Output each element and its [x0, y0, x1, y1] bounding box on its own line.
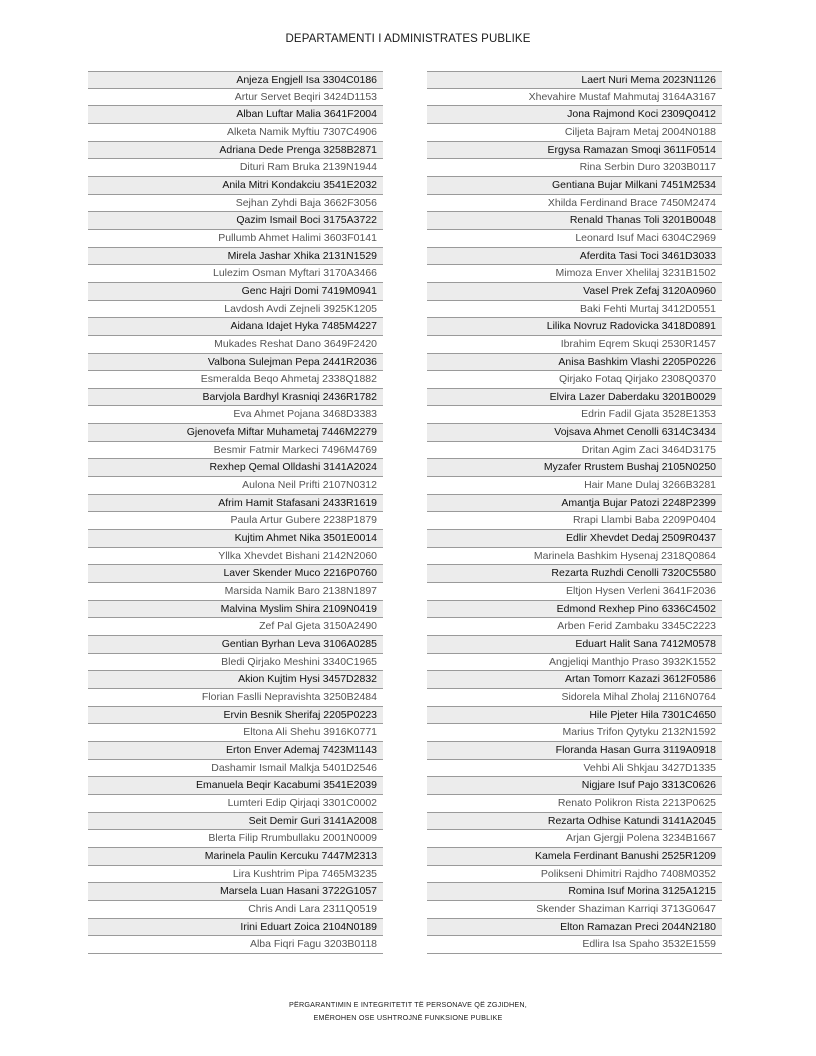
list-row: Adriana Dede Prenga 3258B2871: [88, 142, 383, 160]
list-row: Mimoza Enver Xhelilaj 3231B1502: [427, 265, 722, 283]
list-row: Besmir Fatmir Markeci 7496M4769: [88, 442, 383, 460]
list-row: Barvjola Bardhyl Krasniqi 2436R1782: [88, 389, 383, 407]
list-row: Akion Kujtim Hysi 3457D2832: [88, 671, 383, 689]
list-row: Mukades Reshat Dano 3649F2420: [88, 336, 383, 354]
list-row: Jona Rajmond Koci 2309Q0412: [427, 106, 722, 124]
list-row: Rexhep Qemal Olldashi 3141A2024: [88, 459, 383, 477]
list-row: Xhevahire Mustaf Mahmutaj 3164A3167: [427, 89, 722, 107]
list-row: Ibrahim Eqrem Skuqi 2530R1457: [427, 336, 722, 354]
list-row: Xhilda Ferdinand Brace 7450M2474: [427, 195, 722, 213]
list-row: Aulona Neil Prifti 2107N0312: [88, 477, 383, 495]
list-row: Floranda Hasan Gurra 3119A0918: [427, 742, 722, 760]
list-row: Myzafer Rrustem Bushaj 2105N0250: [427, 459, 722, 477]
list-row: Zef Pal Gjeta 3150A2490: [88, 618, 383, 636]
list-row: Rezarta Odhise Katundi 3141A2045: [427, 813, 722, 831]
list-row: Marsela Luan Hasani 3722G1057: [88, 883, 383, 901]
list-row: Arben Ferid Zambaku 3345C2223: [427, 618, 722, 636]
list-row: Artur Servet Beqiri 3424D1153: [88, 89, 383, 107]
list-row: Edlira Isa Spaho 3532E1559: [427, 936, 722, 954]
list-row: Polikseni Dhimitri Rajdho 7408M0352: [427, 866, 722, 884]
list-row: Renald Thanas Toli 3201B0048: [427, 212, 722, 230]
list-row: Lilika Novruz Radovicka 3418D0891: [427, 318, 722, 336]
list-row: Anila Mitri Kondakciu 3541E2032: [88, 177, 383, 195]
list-row: Lira Kushtrim Pipa 7465M3235: [88, 866, 383, 884]
list-row: Alban Luftar Malia 3641F2004: [88, 106, 383, 124]
list-row: Valbona Sulejman Pepa 2441R2036: [88, 354, 383, 372]
list-row: Paula Artur Gubere 2238P1879: [88, 512, 383, 530]
list-row: Yllka Xhevdet Bishani 2142N2060: [88, 548, 383, 566]
list-row: Lumteri Edip Qirjaqi 3301C0002: [88, 795, 383, 813]
list-row: Rrapi Llambi Baba 2209P0404: [427, 512, 722, 530]
list-row: Pullumb Ahmet Halimi 3603F0141: [88, 230, 383, 248]
list-row: Elvira Lazer Daberdaku 3201B0029: [427, 389, 722, 407]
list-row: Erton Enver Ademaj 7423M1143: [88, 742, 383, 760]
list-row: Aidana Idajet Hyka 7485M4227: [88, 318, 383, 336]
list-row: Ervin Besnik Sherifaj 2205P0223: [88, 707, 383, 725]
list-row: Edrin Fadil Gjata 3528E1353: [427, 406, 722, 424]
list-row: Bledi Qirjako Meshini 3340C1965: [88, 654, 383, 672]
list-row: Renato Polikron Rista 2213P0625: [427, 795, 722, 813]
list-row: Hile Pjeter Hila 7301C4650: [427, 707, 722, 725]
list-row: Dituri Ram Bruka 2139N1944: [88, 159, 383, 177]
list-row: Nigjare Isuf Pajo 3313C0626: [427, 777, 722, 795]
list-row: Lulezim Osman Myftari 3170A3466: [88, 265, 383, 283]
list-row: Gentian Byrhan Leva 3106A0285: [88, 636, 383, 654]
list-row: Malvina Myslim Shira 2109N0419: [88, 601, 383, 619]
list-row: Arjan Gjergji Polena 3234B1667: [427, 830, 722, 848]
list-row: Ergysa Ramazan Smoqi 3611F0514: [427, 142, 722, 160]
list-row: Ciljeta Bajram Metaj 2004N0188: [427, 124, 722, 142]
list-row: Marinela Bashkim Hysenaj 2318Q0864: [427, 548, 722, 566]
list-row: Marsida Namik Baro 2138N1897: [88, 583, 383, 601]
list-row: Anisa Bashkim Vlashi 2205P0226: [427, 354, 722, 372]
footer-line-1: PËRGARANTIMIN E INTEGRITETIT TË PERSONAVE QË ZGJIDHEN,: [288, 1000, 528, 1009]
list-row: Anjeza Engjell Isa 3304C0186: [88, 71, 383, 89]
list-row: Gjenovefa Miftar Muhametaj 7446M2279: [88, 424, 383, 442]
list-row: Vojsava Ahmet Cenolli 6314C3434: [427, 424, 722, 442]
list-row: Blerta Filip Rrumbullaku 2001N0009: [88, 830, 383, 848]
list-row: Dashamir Ismail Malkja 5401D2546: [88, 760, 383, 778]
right-name-list: [427, 71, 722, 954]
list-row: Eva Ahmet Pojana 3468D3383: [88, 406, 383, 424]
list-row: Marius Trifon Qytyku 2132N1592: [427, 724, 722, 742]
list-row: Marinela Paulin Kercuku 7447M2313: [88, 848, 383, 866]
list-row: Amantja Bujar Patozi 2248P2399: [427, 495, 722, 513]
list-row: Leonard Isuf Maci 6304C2969: [427, 230, 722, 248]
list-row: Baki Fehti Murtaj 3412D0551: [427, 301, 722, 319]
list-row: Esmeralda Beqo Ahmetaj 2338Q1882: [88, 371, 383, 389]
list-row: Elton Ramazan Preci 2044N2180: [427, 919, 722, 937]
list-row: Qirjako Fotaq Qirjako 2308Q0370: [427, 371, 722, 389]
list-row: Dritan Agim Zaci 3464D3175: [427, 442, 722, 460]
list-row: Chris Andi Lara 2311Q0519: [88, 901, 383, 919]
list-row: Aferdita Tasi Toci 3461D3033: [427, 248, 722, 266]
list-row: Rezarta Ruzhdi Cenolli 7320C5580: [427, 565, 722, 583]
list-row: Afrim Hamit Stafasani 2433R1619: [88, 495, 383, 513]
list-row: Angjeliqi Manthjo Praso 3932K1552: [427, 654, 722, 672]
list-row: Sejhan Zyhdi Baja 3662F3056: [88, 195, 383, 213]
list-row: Hair Mane Dulaj 3266B3281: [427, 477, 722, 495]
list-row: Vasel Prek Zefaj 3120A0960: [427, 283, 722, 301]
list-row: Vehbi Ali Shkjau 3427D1335: [427, 760, 722, 778]
left-name-list: [88, 71, 383, 954]
list-row: Eltona Ali Shehu 3916K0771: [88, 724, 383, 742]
list-row: Romina Isuf Morina 3125A1215: [427, 883, 722, 901]
footer-line-2: EMËROHEN OSE USHTROJNË FUNKSIONE PUBLIKE: [313, 1013, 503, 1022]
list-row: Florian Faslli Nepravishta 3250B2484: [88, 689, 383, 707]
list-row: Gentiana Bujar Milkani 7451M2534: [427, 177, 722, 195]
list-row: Seit Demir Guri 3141A2008: [88, 813, 383, 831]
page-footer: [0, 998, 816, 1024]
list-row: Kujtim Ahmet Nika 3501E0014: [88, 530, 383, 548]
list-row: Skender Shaziman Karriqi 3713G0647: [427, 901, 722, 919]
list-row: Lavdosh Avdi Zejneli 3925K1205: [88, 301, 383, 319]
list-row: Irini Eduart Zoica 2104N0189: [88, 919, 383, 937]
list-row: Rina Serbin Duro 3203B0117: [427, 159, 722, 177]
list-row: Genc Hajri Domi 7419M0941: [88, 283, 383, 301]
list-row: Kamela Ferdinant Banushi 2525R1209: [427, 848, 722, 866]
list-row: Alba Fiqri Fagu 3203B0118: [88, 936, 383, 954]
list-row: Eduart Halit Sana 7412M0578: [427, 636, 722, 654]
list-row: Alketa Namik Myftiu 7307C4906: [88, 124, 383, 142]
list-row: Eltjon Hysen Verleni 3641F2036: [427, 583, 722, 601]
list-row: Laert Nuri Mema 2023N1126: [427, 71, 722, 89]
page-title: DEPARTAMENTI I ADMINISTRATES PUBLIKE: [285, 33, 531, 45]
list-row: Edlir Xhevdet Dedaj 2509R0437: [427, 530, 722, 548]
list-row: Mirela Jashar Xhika 2131N1529: [88, 248, 383, 266]
list-row: Edmond Rexhep Pino 6336C4502: [427, 601, 722, 619]
list-row: Emanuela Beqir Kacabumi 3541E2039: [88, 777, 383, 795]
list-row: Qazim Ismail Boci 3175A3722: [88, 212, 383, 230]
list-row: Laver Skender Muco 2216P0760: [88, 565, 383, 583]
list-row: Sidorela Mihal Zholaj 2116N0764: [427, 689, 722, 707]
list-row: Artan Tomorr Kazazi 3612F0586: [427, 671, 722, 689]
